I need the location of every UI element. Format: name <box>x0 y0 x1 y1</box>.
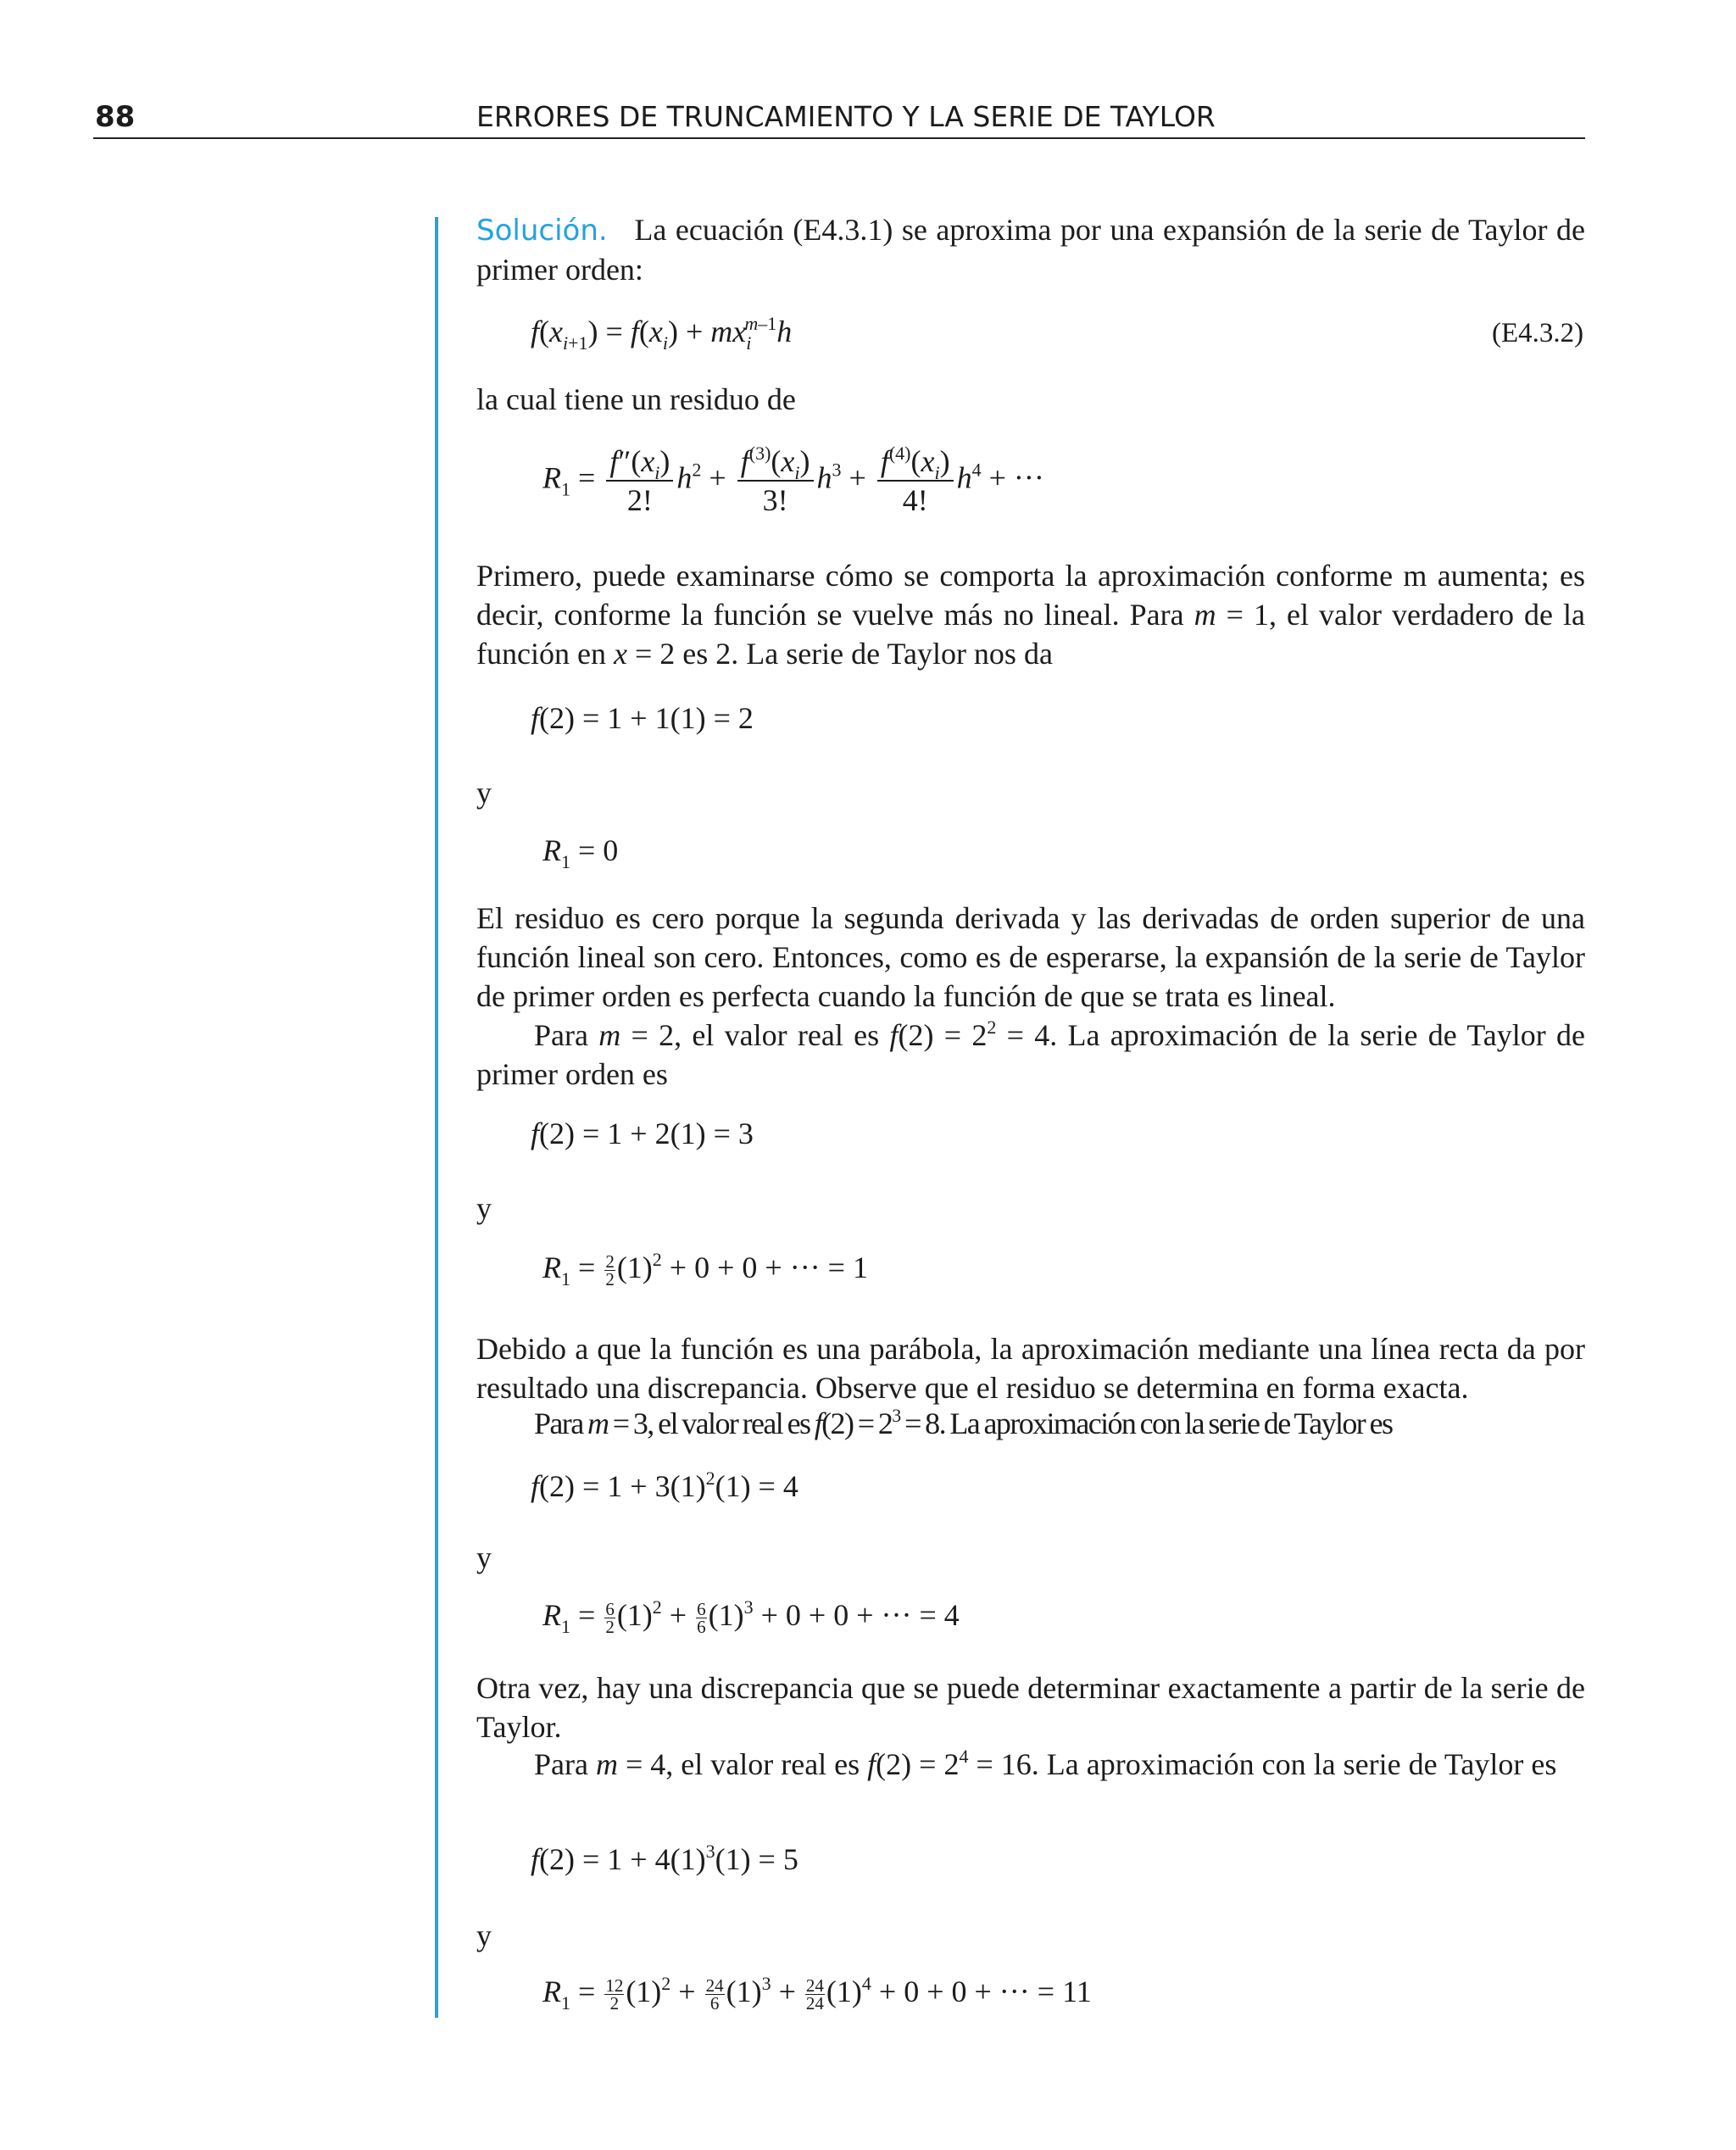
solution-label: Solución. <box>476 214 608 248</box>
residual-m3: $R_1$ = $\frac{6}{2}$ $(1)^2$ + $\frac{6}{6}$ $(1)^3 + 0 + 0$ + ··· = 4 <box>542 1596 960 1638</box>
conjunction-y: y <box>476 1919 492 1952</box>
paragraph-m1: Primero, puede examinarse cómo se comporta la aproximación conforme m aumenta; es decir, conforme la función se vuelve más no lineal. Para m = 1, el valor verdadero de la función en x = 2 es 2. La serie de Taylor nos da <box>476 559 1585 671</box>
paragraph-m2: Para m = 2, el valor real es $f(2) = 2^2 = 4$. La aproximación de la serie de Taylor de primer orden es <box>476 1017 1586 1091</box>
equation-e4-3-2: $f(x_{i+1}) = f(x_i) + mx_i^{m-1}h$ <box>531 313 793 354</box>
page-number: 88 <box>95 100 136 134</box>
residual-series: $R_1$ = $\frac{f''(x_i)}{2!}$ $h^2$ + $\frac{f^{(3)}(x_i)}{3!}$ $h^3$ + $\frac{f^{(4)}(x_i)}{4!}$ $h^4$ + ··· <box>542 443 1044 517</box>
equation-m4: $f(2) = 1 + 4(1)^3(1) = 5$ <box>531 1841 798 1876</box>
paragraph-m4: Para m = 4, el valor real es $f(2) = 2^4 = 16$. La aproximación con la serie de Taylor es <box>534 1746 1557 1781</box>
residual-m1: $R_1 = 0$ <box>542 833 619 872</box>
paragraph-linear: El residuo es cero porque la segunda derivada y las derivadas de orden superior de una función lineal son cero. Entonces, como es de esperarse, la expansión de la serie de Taylor de primer orden es perfecta cuando la función de que se trata es lineal. <box>476 901 1585 1013</box>
residual-m4: $R_1$ = $\frac{12}{2}$ $(1)^2$ + $\frac{24}{6}$ $(1)^3$ + $\frac{24}{24}$ $(1)^4 + 0 + 0$ + ··· = 11 <box>542 1973 1092 2014</box>
equation-m2: f(2) = 1 + 2(1) = 3 <box>531 1117 754 1150</box>
equation-label: (E4.3.2) <box>1492 318 1584 348</box>
residual-m2: $R_1$ = $\frac{2}{2}$ $(1)^2 + 0 + 0$ + ··· = 1 <box>542 1249 868 1290</box>
equation-m3: $f(2) = 1 + 3(1)^2(1) = 4$ <box>531 1468 798 1503</box>
running-header: ERRORES DE TRUNCAMIENTO Y LA SERIE DE TAYLOR <box>476 100 1216 133</box>
solution-side-bar <box>435 217 438 2018</box>
paragraph-discrepancy: Otra vez, hay una discrepancia que se puede determinar exactamente a partir de la serie de Taylor. <box>476 1671 1585 1744</box>
conjunction-y: y <box>476 1540 492 1574</box>
conjunction-y: y <box>476 1191 492 1225</box>
paragraph-parabola: Debido a que la función es una parábola, la aproximación mediante una línea recta da por resultado una discrepancia. Observe que el residuo se determina en forma exacta. <box>476 1332 1585 1405</box>
equation-m1: f(2) = 1 + 1(1) = 2 <box>531 701 754 735</box>
conjunction-y: y <box>476 776 492 810</box>
solution-intro: Solución. La ecuación (E4.3.1) se aproxima por una expansión de la serie de Taylor de primer orden: <box>476 213 1585 287</box>
paragraph-m3: Para m = 3, el valor real es $f(2) = 2^3 = 8$. La aproximación con la serie de Taylor es <box>534 1405 1393 1440</box>
residual-intro: la cual tiene un residuo de <box>476 382 796 416</box>
header-rule <box>93 137 1585 139</box>
